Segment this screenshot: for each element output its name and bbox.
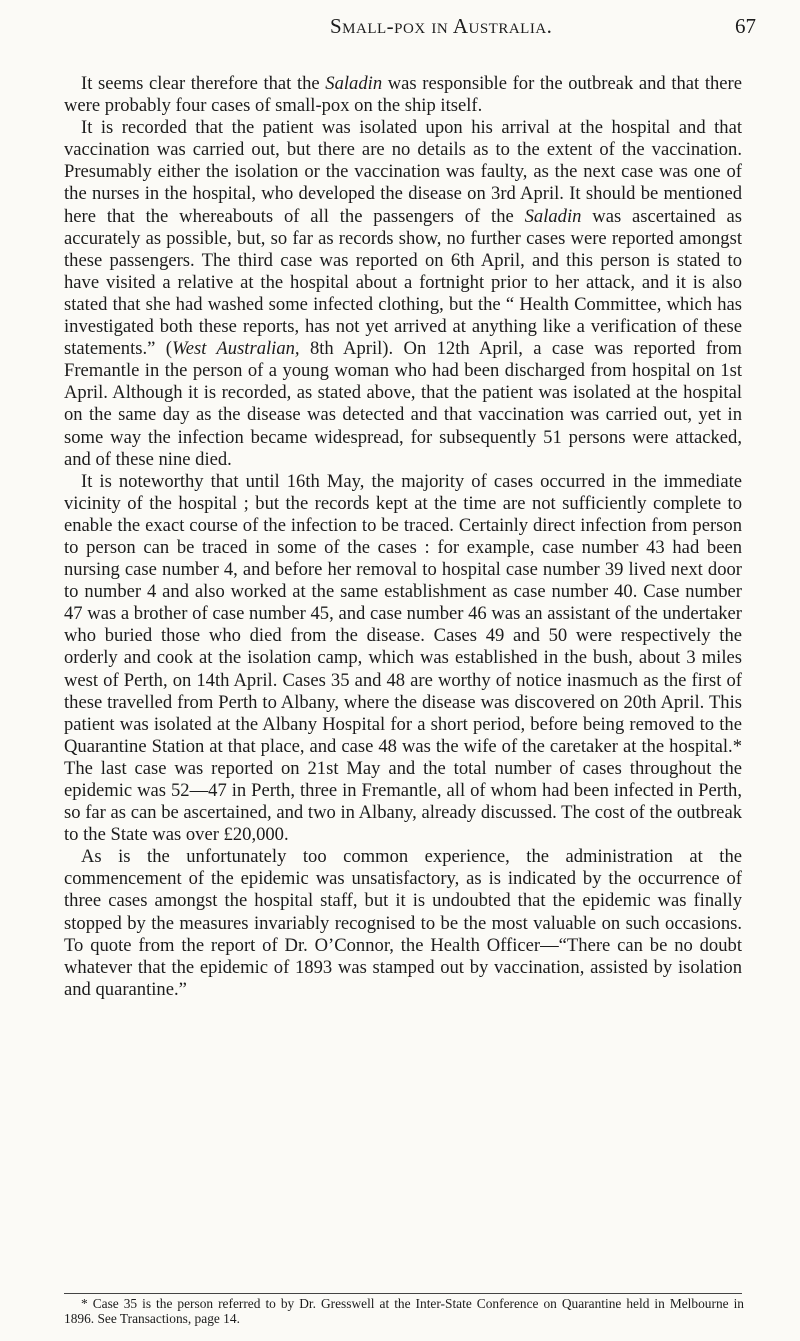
ship-name: Saladin bbox=[524, 205, 582, 227]
newspaper-name: West Australian, bbox=[171, 338, 300, 360]
paragraph-4: As is the unfortunately too common experience, the administration at the commencement of the epidemic was unsatisfactory, as is indicated by the occurrence of three cases amongst the hospital staff, but it is undoubted that the epidemic was finally stopped by the measures invariably recognised to be the most valuable on such occasions. To quote from the report of Dr. O’Connor, the Health Officer—“There can be no doubt whatever that the epidemic of 1893 was stamped out by vaccination, assisted by isolation and quarantine.” bbox=[64, 846, 742, 1000]
paragraph-2: It is recorded that the patient was isolated upon his arrival at the hospital and that vaccination was carried out, but there are no details as to the extent of the vaccination. Presumably either the isolation or the vaccination was faulty, as the next case was one of the nurses in the hospital, who developed the disease on 3rd April. It should be mentioned here that the whereabouts of all the passengers of the Saladin was ascertained as accurately as possible, but, so far as records show, no further cases were reported amongst these passengers. The third case was reported on 6th April, and this person is stated to have visited a relative at the hospital about a fortnight prior to her attack, and it is also stated that she had washed some infected clothing, but the “ Health Committee, which has investigated both these reports, has not yet arrived at anything like a verification of these statements.” (West Australian, 8th April). On 12th April, a case was reported from Fremantle in the person of a young woman who had been discharged from hospital on 1st April. Although it is recorded, as stated above, that the patient was isolated at the hospital on the same day as the disease was detected and that vaccination was carried out, yet in some way the infection became widespread, for subsequently 51 persons were attacked, and of these nine died. bbox=[64, 117, 742, 470]
body-text bbox=[64, 73, 742, 1001]
page-header bbox=[0, 12, 800, 42]
page-number: 67 bbox=[735, 14, 756, 38]
paragraph-3: It is noteworthy that until 16th May, the majority of cases occurred in the immediate vicinity of the hospital ; but the records kept at the time are not sufficiently complete to enable the exact course of the infection to be traced. Certainly direct infection from person to person can be traced in some of the cases : for example, case number 43 had been nursing case number 4, and before her removal to hospital case number 39 lived next door to number 4 and also worked at the same establishment as case number 40. Case number 47 was a brother of case number 45, and case number 46 was an assistant of the undertaker who buried those who died from the disease. Cases 49 and 50 were respectively the orderly and cook at the isolation camp, which was established in the bush, about 3 miles west of Perth, on 14th April. Cases 35 and 48 are worthy of notice inasmuch as the first of these travelled from Perth to Albany, where the disease was discovered on 20th April. This patient was isolated at the Albany Hospital for a short period, before being removed to the Quarantine Station at that place, and case 48 was the wife of the caretaker at the hospital.* The last case was reported on 21st May and the total number of cases throughout the epidemic was 52—47 in Perth, three in Fremantle, all of whom had been infected in Perth, so far as can be ascertained, and two in Albany, already discussed. The cost of the outbreak to the State was over £20,000. bbox=[64, 470, 742, 846]
footnote: * Case 35 is the person referred to by Dr. Gresswell at the Inter-State Conference on Quarantine held in Melbourne in 1896. See Transactions, page 14. bbox=[64, 1296, 744, 1326]
footnote-divider bbox=[64, 1293, 742, 1294]
running-title: Small-pox in Australia. bbox=[330, 14, 553, 38]
ship-name: Saladin bbox=[325, 73, 383, 94]
paragraph-1: It seems clear therefore that the Saladin was responsible for the outbreak and that there were probably four cases of small-pox on the ship itself. bbox=[64, 73, 742, 117]
